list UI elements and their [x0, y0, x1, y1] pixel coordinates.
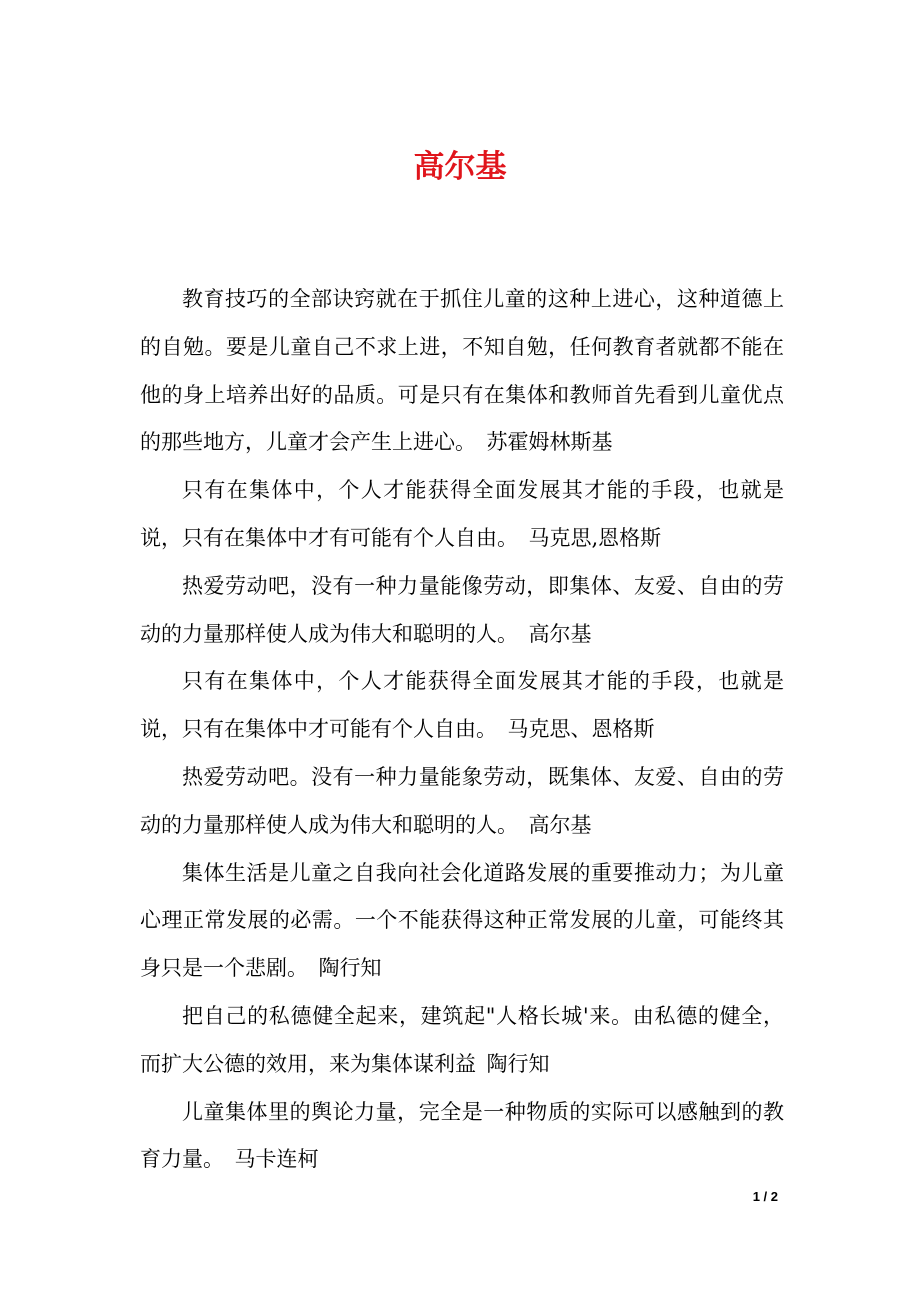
quote-paragraph: [140, 1089, 784, 1185]
quote-text: 儿童集体里的舆论力量，完全是一种物质的实际可以感触到的教育力量。: [140, 1099, 784, 1172]
document-title: 高尔基: [413, 149, 507, 185]
quote-author: 陶行知: [318, 956, 382, 981]
quote-author: 马卡连柯: [234, 1147, 319, 1172]
quote-paragraph: [140, 754, 784, 850]
quote-text: 把自己的私德健全起来，建筑起"人格长城'来。由私德的健全，而扩大公德的效用，来为集体谋利益: [140, 1003, 784, 1076]
quote-paragraph: [140, 658, 784, 754]
quote-paragraph: [140, 993, 784, 1089]
quote-author: 马克思、恩格斯: [507, 717, 655, 742]
quote-text: 热爱劳动吧，没有一种力量能像劳动，即集体、友爱、自由的劳动的力量那样使人成为伟大和聪明的人。: [140, 573, 784, 646]
quote-text: 教育技巧的全部诀窍就在于抓住儿童的这种上进心，这种道德上的自勉。要是儿童自己不求上进，不知自勉，任何教育者就都不能在他的身上培养出好的品质。可是只有在集体和教师首先看到儿童优点的那些地方，儿童才会产生上进心。: [140, 287, 784, 455]
quote-text: 热爱劳动吧。没有一种力量能象劳动，既集体、友爱、自由的劳动的力量那样使人成为伟大和聪明的人。: [140, 764, 784, 837]
quote-text: 集体生活是儿童之自我向社会化道路发展的重要推动力；为儿童心理正常发展的必需。一个不能获得这种正常发展的儿童，可能终其身只是一个悲剧。: [140, 860, 784, 981]
quote-author: 高尔基: [528, 812, 592, 837]
page-number: 1 / 2: [752, 1189, 778, 1204]
document-body: [140, 276, 784, 1184]
quote-paragraph: [140, 276, 784, 467]
quote-author: 陶行知: [486, 1051, 550, 1076]
quote-text: 只有在集体中，个人才能获得全面发展其才能的手段，也就是说，只有在集体中才可能有个人自由。: [140, 669, 784, 742]
quote-author: 高尔基: [528, 621, 592, 646]
quote-author: 苏霍姆林斯基: [486, 430, 613, 455]
quote-paragraph: [140, 850, 784, 993]
quote-text: 只有在集体中，个人才能获得全面发展其才能的手段，也就是说，只有在集体中才有可能有个人自由。: [140, 478, 784, 550]
quote-author: 马克思,恩格斯: [528, 525, 662, 550]
quote-paragraph: [140, 467, 784, 563]
quote-paragraph: [140, 563, 784, 659]
